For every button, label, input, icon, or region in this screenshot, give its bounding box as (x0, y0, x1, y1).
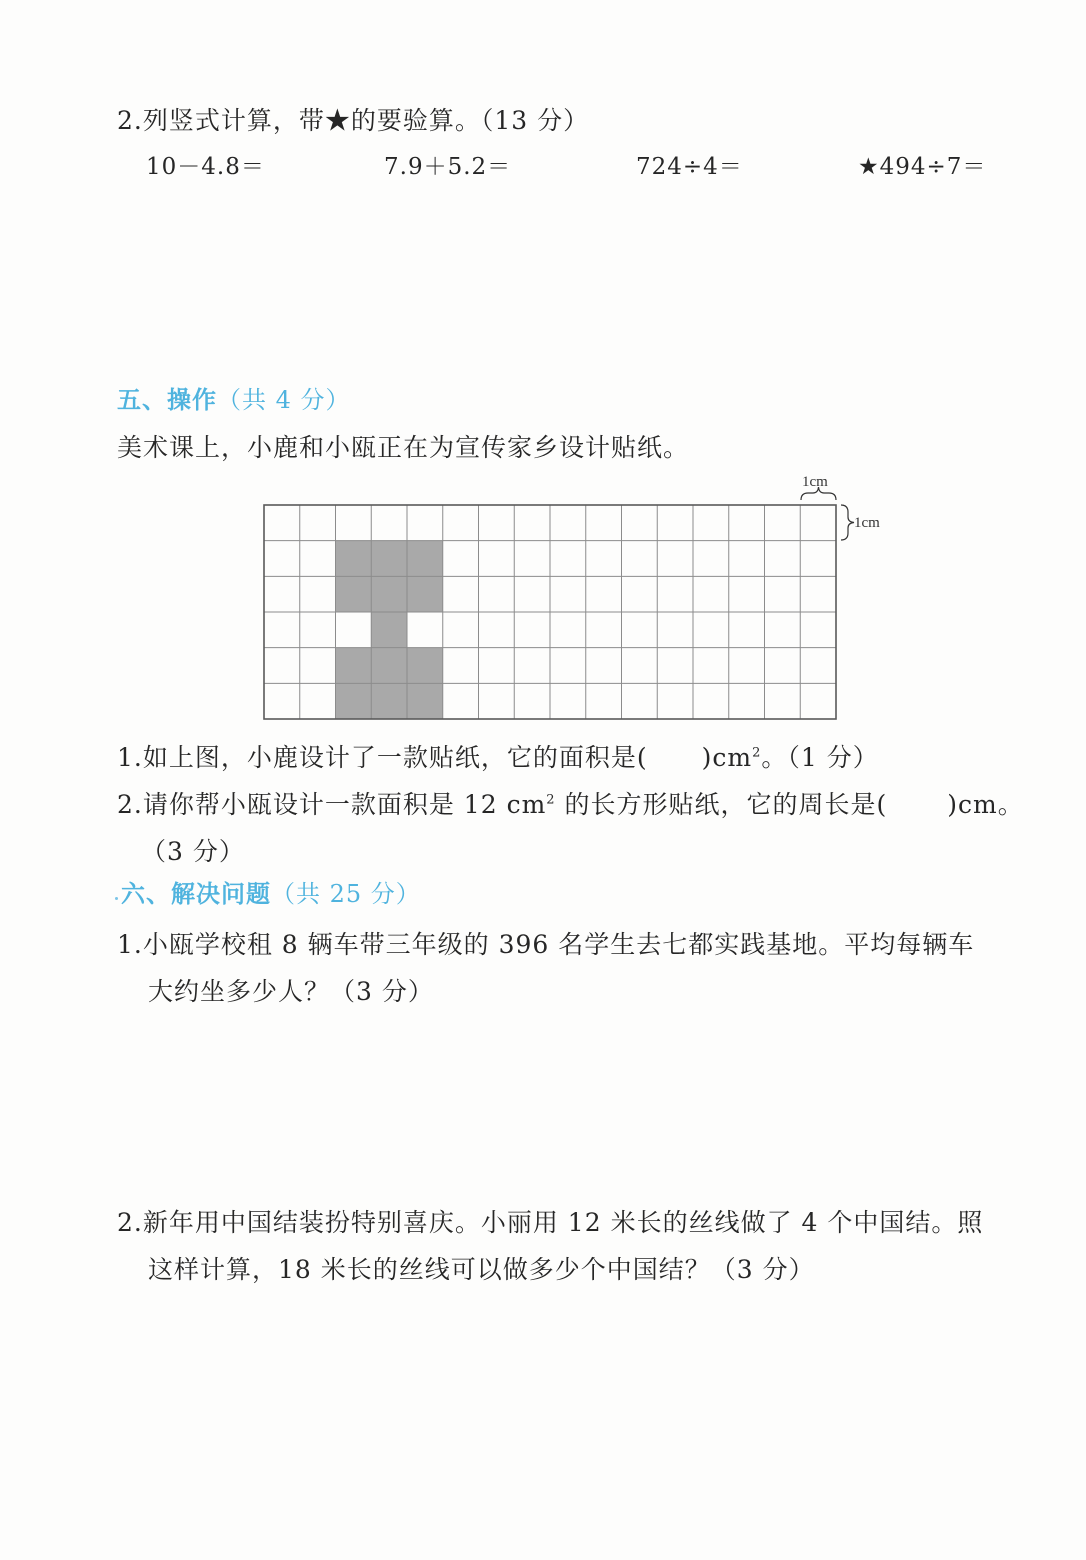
section-6-score: （共 25 分） (271, 880, 421, 908)
section-6-title (121, 874, 421, 909)
question-text: 请你帮小瓯设计一款面积是 12 cm (142, 790, 547, 819)
shaded-cell (407, 648, 443, 684)
unit-text: )cm。 (947, 790, 1024, 819)
unit-width-label: 1cm (802, 474, 828, 490)
section-5-score: （共 4 分） (217, 386, 351, 414)
shaded-cell (371, 683, 407, 719)
question-5-2 (117, 785, 1024, 821)
shaded-cell (407, 576, 443, 612)
question-number: 2. (117, 106, 143, 135)
section-5-intro: 美术课上，小鹿和小瓯正在为宣传家乡设计贴纸。 (117, 433, 690, 462)
shaded-cell (336, 576, 372, 612)
shaded-cell (336, 541, 372, 577)
question-6-2 (117, 1203, 983, 1239)
question-number: 2. (117, 790, 143, 819)
expression-4: ★494÷7＝ (858, 154, 987, 180)
shaded-cell (371, 576, 407, 612)
question-5-2-score: （3 分） (141, 837, 245, 866)
shaded-cell (336, 683, 372, 719)
shaded-cell (336, 648, 372, 684)
superscript: 2 (752, 745, 762, 761)
expression-2: 7.9＋5.2＝ (384, 154, 512, 180)
question-text: 小瓯学校租 8 辆车带三年级的 396 名学生去七都实践基地。平均每辆车 (142, 930, 975, 959)
question-4-2 (117, 101, 589, 137)
section-5-name: 五、操作 (117, 385, 217, 414)
question-text: 如上图，小鹿设计了一款贴纸，它的面积是( (142, 743, 648, 772)
shaded-cell (407, 683, 443, 719)
superscript: 2 (546, 792, 556, 808)
question-text-cont: 的长方形贴纸，它的周长是( (555, 790, 888, 819)
unit-height-label: 1cm (854, 515, 880, 531)
shaded-cell (371, 612, 407, 648)
shaded-cell (371, 541, 407, 577)
question-6-1 (117, 925, 974, 961)
shaded-cell (407, 541, 443, 577)
margin-dot (115, 897, 118, 900)
question-number: 2. (117, 1208, 143, 1237)
shaded-cell (371, 648, 407, 684)
unit-text: )cm (701, 743, 753, 772)
expression-3: 724÷4＝ (636, 154, 743, 180)
expression-1: 10－4.8＝ (146, 154, 265, 180)
unit-height-brace (841, 505, 854, 540)
question-5-1 (117, 738, 879, 774)
score-text: 。（1 分） (761, 743, 879, 772)
section-6-name: 六、解决问题 (121, 879, 271, 908)
question-text: 新年用中国结装扮特别喜庆。小丽用 12 米长的丝线做了 4 个中国结。照 (142, 1208, 984, 1237)
grid-figure (250, 466, 890, 726)
shaded-cells (336, 541, 443, 719)
question-6-2-line2: 这样计算，18 米长的丝线可以做多少个中国结？（3 分） (148, 1255, 815, 1284)
section-5-title (117, 380, 351, 415)
question-6-1-line2: 大约坐多少人？（3 分） (148, 977, 434, 1006)
question-number: 1. (117, 743, 143, 772)
question-text: 列竖式计算，带★的要验算。（13 分） (142, 106, 590, 135)
question-number: 1. (117, 930, 143, 959)
